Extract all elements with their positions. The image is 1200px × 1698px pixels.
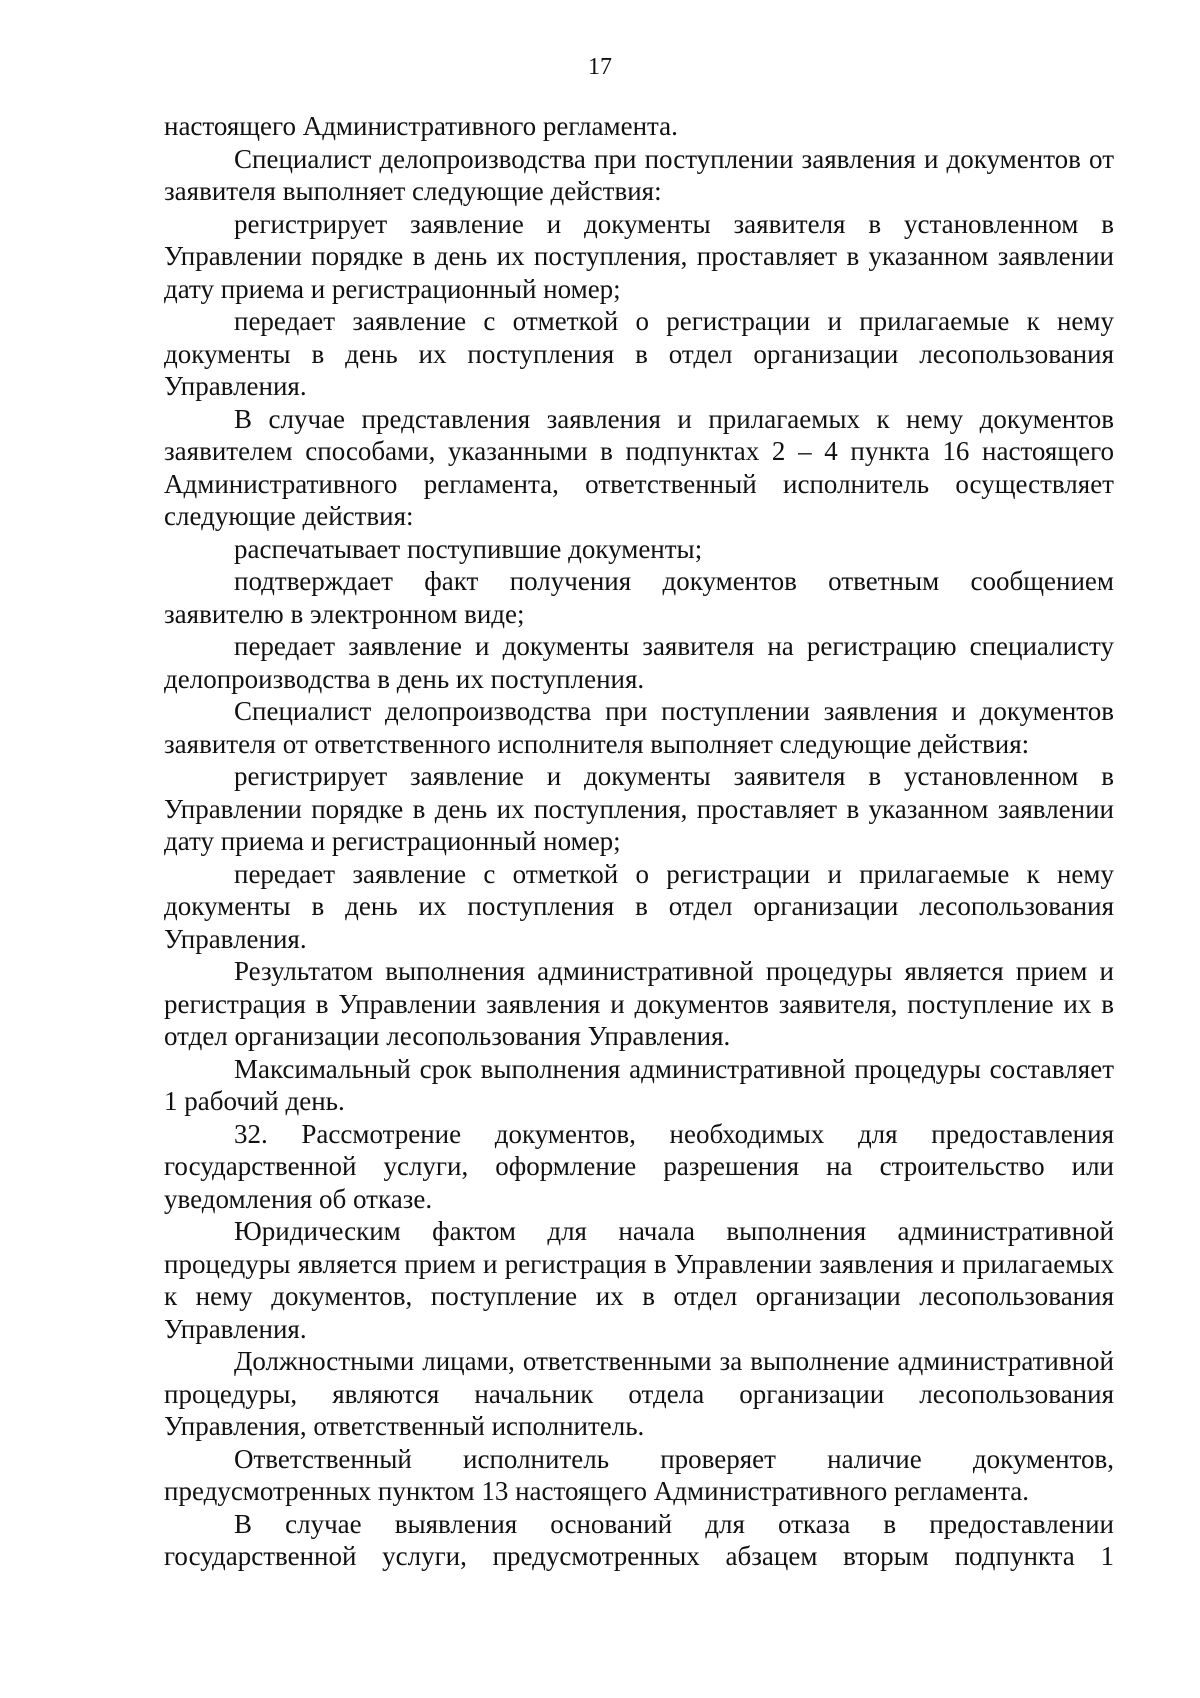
paragraph: передает заявление и документы заявителя на регистрацию специалисту делопроизводства в день их поступления.: [164, 631, 1114, 694]
paragraph: настоящего Административного регламента.: [164, 111, 678, 141]
paragraph: В случае представления заявления и прилагаемых к нему документов заявителем способами, указанными в подпунктах 2 – 4 пункта 16 настоящего Административного регламента, ответственный исполнитель осуществляет следующие действия:: [164, 403, 1114, 531]
paragraph: Юридическим фактом для начала выполнения административной процедуры является прием и регистрация в Управлении заявления и прилагаемых к нему документов, поступление их в отдел организации лесопользования Управления.: [164, 1216, 1114, 1344]
paragraph: Максимальный срок выполнения административной процедуры составляет 1 рабочий день.: [164, 1053, 1114, 1116]
paragraph: В случае выявления оснований для отказа в предоставлении государственной услуги, предусмотренных абзацем вторым подпункта 1: [164, 1508, 1114, 1571]
paragraph: Результатом выполнения административной процедуры является прием и регистрация в Управлении заявления и документов заявителя, поступление их в отдел организации лесопользования Управления.: [164, 956, 1114, 1051]
paragraph: распечатывает поступившие документы;: [234, 533, 703, 564]
paragraph: передает заявление с отметкой о регистрации и прилагаемые к нему документы в день их поступления в отдел организации лесопользования Управления.: [164, 306, 1114, 401]
paragraph: Ответственный исполнитель проверяет наличие документов, предусмотренных пунктом 13 настоящего Административного регламента.: [164, 1443, 1114, 1506]
paragraph: регистрирует заявление и документы заявителя в установленном в Управлении порядке в день их поступления, проставляет в указанном заявлении дату приема и регистрационный номер;: [164, 208, 1114, 304]
paragraph: регистрирует заявление и документы заявителя в установленном в Управлении порядке в день их поступления, проставляет в указанном заявлении дату приема и регистрационный номер;: [164, 761, 1114, 856]
paragraph: 32. Рассмотрение документов, необходимых для предоставления государственной услуги, оформление разрешения на строительство или уведомления об отказе.: [164, 1118, 1114, 1214]
paragraph: передает заявление с отметкой о регистрации и прилагаемые к нему документы в день их поступления в отдел организации лесопользования Управления.: [164, 858, 1114, 954]
paragraph: Специалист делопроизводства при поступлении заявления и документов от заявителя выполняет следующие действия:: [164, 143, 1114, 206]
paragraph: Должностными лицами, ответственными за выполнение административной процедуры, являются начальник отдела организации лесопользования Управления, ответственный исполнитель.: [164, 1346, 1114, 1441]
paragraph: подтверждает факт получения документов ответным сообщением заявителю в электронном виде;: [164, 566, 1114, 629]
paragraph: Специалист делопроизводства при поступлении заявления и документов заявителя от ответственного исполнителя выполняет следующие действия:: [164, 696, 1114, 759]
document-body: [164, 110, 1114, 1573]
page-number: 17: [588, 54, 612, 80]
